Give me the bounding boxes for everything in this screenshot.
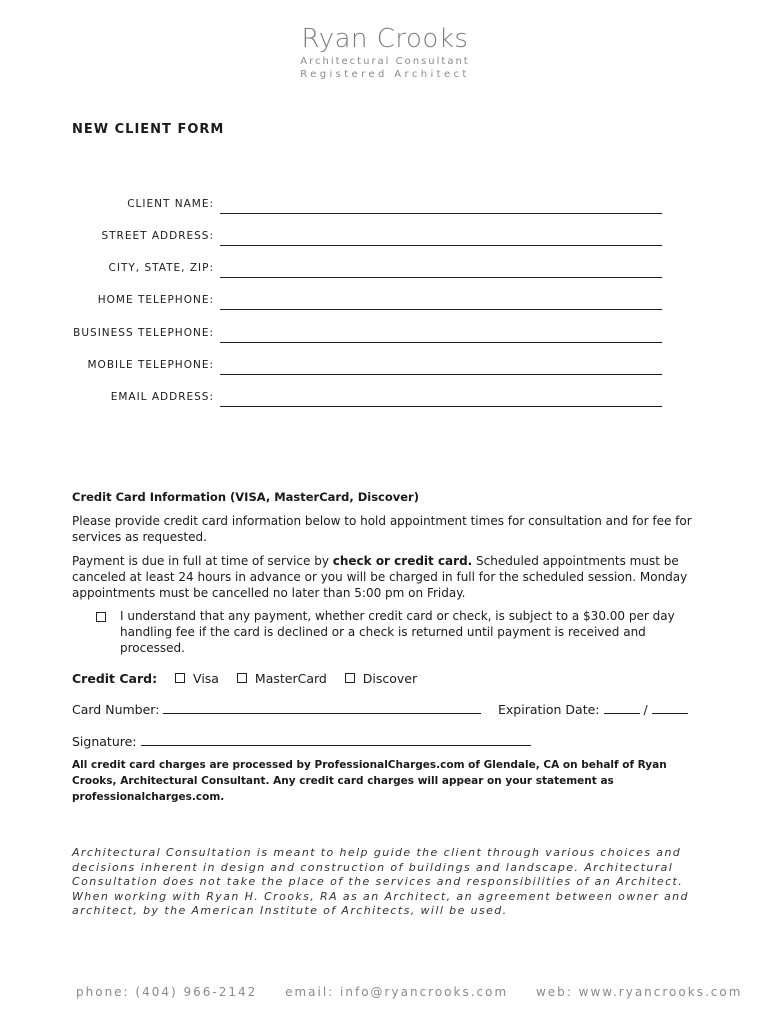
- header-name: Ryan Crooks: [301, 24, 469, 54]
- street-address-line[interactable]: [220, 245, 662, 246]
- client-name-field[interactable]: [70, 198, 662, 214]
- fee-acknowledgement-checkbox[interactable]: [96, 612, 106, 622]
- home-telephone-line[interactable]: [220, 309, 662, 310]
- mastercard-checkbox[interactable]: [237, 673, 247, 683]
- processing-note: All credit card charges are processed by ProfessionalCharges.com of Glendale, CA on behalf of Ryan Crooks, Architectural Consultant. Any credit card charges will appear on your statement as professionalcharges.com.: [72, 759, 667, 803]
- street-address-field[interactable]: [70, 230, 662, 246]
- email-address-field[interactable]: [70, 391, 662, 407]
- city-state-zip-field[interactable]: [70, 262, 662, 278]
- form-title: NEW CLIENT FORM: [72, 122, 225, 137]
- visa-option[interactable]: [175, 671, 219, 686]
- mobile-telephone-line[interactable]: [220, 374, 662, 375]
- credit-card-label: Credit Card:: [72, 671, 158, 686]
- expiration-year-line[interactable]: [652, 713, 688, 714]
- fee-acknowledgement-text: I understand that any payment, whether credit card or check, is subject to a $30.00 per day handling fee if the card is declined or a check is returned until payment is received and processed.: [120, 609, 675, 655]
- card-number-line[interactable]: [163, 713, 481, 714]
- contact-footer: [76, 985, 764, 999]
- header-subtitle-consultant: Architectural Consultant: [300, 56, 470, 67]
- footer-web: web: www.ryancrooks.com: [535, 985, 743, 999]
- client-name-line[interactable]: [220, 213, 662, 214]
- visa-checkbox[interactable]: [175, 673, 185, 683]
- fee-acknowledgement: [96, 608, 696, 656]
- mastercard-option[interactable]: [237, 671, 327, 686]
- discover-label: Discover: [362, 671, 418, 686]
- city-state-zip-line[interactable]: [220, 277, 662, 278]
- card-number-label: Card Number:: [72, 702, 160, 717]
- consultation-disclaimer: Architectural Consultation is meant to help guide the client through various choices and decisions inherent in design and construction of buildings and landscape. Architectural Consultation does not take the place of the services and responsibilities of an Architect. When working with Ryan H. Crooks, RA as an Architect, an agreement between owner and architect, by the American Institute of Architects, will be used.: [72, 846, 689, 917]
- city-state-zip-label: CITY, STATE, ZIP:: [108, 262, 214, 274]
- discover-option[interactable]: [345, 671, 417, 686]
- business-telephone-field[interactable]: [70, 327, 662, 343]
- email-address-line[interactable]: [220, 406, 662, 407]
- client-name-label: CLIENT NAME:: [127, 198, 214, 210]
- expiration-separator: /: [643, 702, 648, 717]
- payment-policy-text-b: Scheduled appointments must be canceled at least 24 hours in advance or you will be charged in full for the scheduled session. Monday appointments must be cancelled no later than 5:00 pm on Friday.: [72, 554, 688, 600]
- header-subtitle-architect: Registered Architect: [300, 69, 470, 80]
- expiration-label: Expiration Date:: [498, 702, 600, 717]
- card-number-row: [72, 702, 481, 717]
- payment-policy-text-a: Payment is due in full at time of service by: [72, 554, 333, 568]
- credit-card-intro: Please provide credit card information below to hold appointment times for consultation and for fee for services as requested.: [72, 514, 692, 544]
- discover-checkbox[interactable]: [345, 673, 355, 683]
- signature-label: Signature:: [72, 734, 137, 749]
- visa-label: Visa: [193, 671, 219, 686]
- mastercard-label: MasterCard: [254, 671, 327, 686]
- credit-card-section-title: Credit Card Information (VISA, MasterCard, Discover): [72, 490, 419, 504]
- credit-card-type-row: [72, 671, 417, 686]
- mobile-telephone-field[interactable]: [70, 359, 662, 375]
- footer-email: email: info@ryancrooks.com: [285, 985, 509, 999]
- footer-phone: phone: (404) 966-2142: [76, 985, 258, 999]
- home-telephone-field[interactable]: [70, 294, 662, 310]
- mobile-telephone-label: MOBILE TELEPHONE:: [87, 359, 214, 371]
- home-telephone-label: HOME TELEPHONE:: [97, 294, 214, 306]
- email-address-label: EMAIL ADDRESS:: [110, 391, 214, 403]
- street-address-label: STREET ADDRESS:: [101, 230, 214, 242]
- payment-policy: [72, 553, 692, 601]
- signature-line[interactable]: [141, 745, 531, 746]
- signature-row: [72, 734, 531, 749]
- payment-policy-bold: check or credit card.: [332, 554, 473, 568]
- expiration-row: [498, 702, 688, 717]
- business-telephone-line[interactable]: [220, 342, 662, 343]
- business-telephone-label: BUSINESS TELEPHONE:: [73, 327, 214, 339]
- expiration-month-line[interactable]: [604, 713, 640, 714]
